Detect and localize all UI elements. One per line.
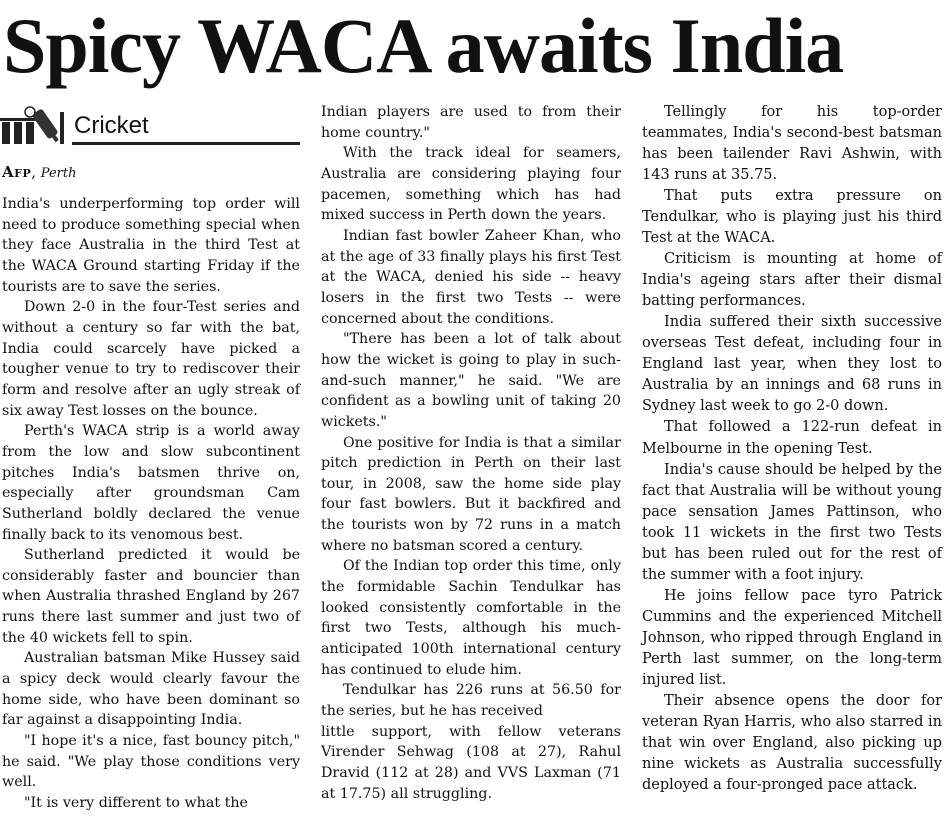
article-column-2 [321, 102, 621, 804]
paragraph: Tendulkar has 226 runs at 56.50 for the series, but he has received [321, 682, 621, 720]
paragraph: Indian fast bowler Zaheer Khan, who at the age of 33 finally plays his first Test at the WACA, denied his side -- heavy losers in the first two Tests -- were concerned about the conditions. [321, 227, 621, 327]
cricket-icon [0, 106, 68, 144]
paragraph: That puts extra pressure on Tendulkar, who is playing just his third Test at the WACA. [642, 188, 942, 247]
article-column-3 [642, 102, 942, 796]
paragraph: Perth's WACA strip is a world away from the low and slow subcontinent pitches India's batsmen thrive on, especially after groundsman Cam Sutherland boldly declared the venue finally back to its venomous best. [2, 423, 300, 543]
paragraph: Tellingly for his top-order teammates, India's second-best batsman has been tailender Ravi Ashwin, with 143 runs at 35.75. [642, 104, 942, 184]
paragraph: With the track ideal for seamers, Australia are considering playing four pacemen, something which has had mixed success in Perth down the years. [321, 145, 621, 224]
paragraph: India's cause should be helped by the fact that Australia will be without young pace sensation James Pattinson, who took 11 wickets in the first two Tests but has been ruled out for the rest of the summer with a foot injury. [642, 461, 942, 583]
paragraph: Criticism is mounting at home of India's ageing stars after their dismal batting performances. [642, 251, 942, 310]
paragraph: Down 2-0 in the four-Test series and without a century so far with the bat, India could scarcely have picked a tougher venue to try to rediscover their form and resolve after an ugly streak of six away Test losses on the bounce. [2, 299, 300, 419]
paragraph: little support, with fellow veterans Virender Sehwag (108 at 27), Rahul Dravid (112 at 28) and VVS Laxman (71 at 17.75) all struggling. [321, 723, 621, 802]
section-label: Cricket [74, 112, 149, 139]
paragraph: India suffered their sixth successive overseas Test defeat, including four in England last year, when they lost to Australia by an innings and 68 runs in Sydney last week to go 2-0 down. [642, 314, 942, 415]
paragraph: "It is very different to what the [24, 795, 248, 812]
headline: Spicy WACA awaits India [3, 2, 844, 89]
byline-separator: , [31, 163, 41, 181]
paragraph: He joins fellow pace tyro Patrick Cummins and the experienced Mitchell Johnson, who ripped through England in Perth last summer, on the long-term injured list. [642, 587, 942, 688]
article-column-1 [2, 194, 300, 814]
paragraph: That followed a 122-run defeat in Melbourne in the opening Test. [642, 419, 942, 457]
paragraph: Indian players are used to from their home country." [321, 104, 621, 141]
section-rule [72, 142, 300, 145]
paragraph: Australian batsman Mike Hussey said a spicy deck would clearly favour the home side, who have been dominant so far against a disappointing India. [2, 650, 300, 729]
paragraph: "There has been a lot of talk about how the wicket is going to play in such-and-such manner," he said. "We are confident as a bowling unit of taking 20 wickets." [321, 331, 621, 430]
paragraph: Of the Indian top order this time, only the formidable Sachin Tendulkar has looked consistently comfortable in the first two Tests, although his much-anticipated 100th international century has continued to elude him. [321, 558, 621, 678]
byline-agency: Afp [2, 163, 32, 181]
paragraph: Sutherland predicted it would be considerably faster and bouncier than when Australia thrashed England by 267 runs there last summer and just two of the 40 wickets fell to spin. [2, 547, 300, 646]
section-header [0, 104, 300, 148]
paragraph: India's underperforming top order will need to produce something special when they face Australia in the third Test at the WACA Ground starting Friday if the tourists are to save the series. [2, 196, 300, 295]
byline [2, 162, 76, 184]
paragraph: One positive for India is that a similar pitch prediction in Perth on their last tour, in 2008, saw the home side play four fast bowlers. But it backfired and the tourists won by 72 runs in a match where no batsman scored a century. [321, 434, 621, 554]
paragraph: Their absence opens the door for veteran Ryan Harris, who also starred in that win over England, also picking up nine wickets as Australia successfully deployed a four-pronged pace attack. [642, 692, 942, 793]
byline-location: Perth [40, 166, 77, 181]
paragraph: "I hope it's a nice, fast bouncy pitch," he said. "We play those conditions very well. [2, 733, 300, 791]
